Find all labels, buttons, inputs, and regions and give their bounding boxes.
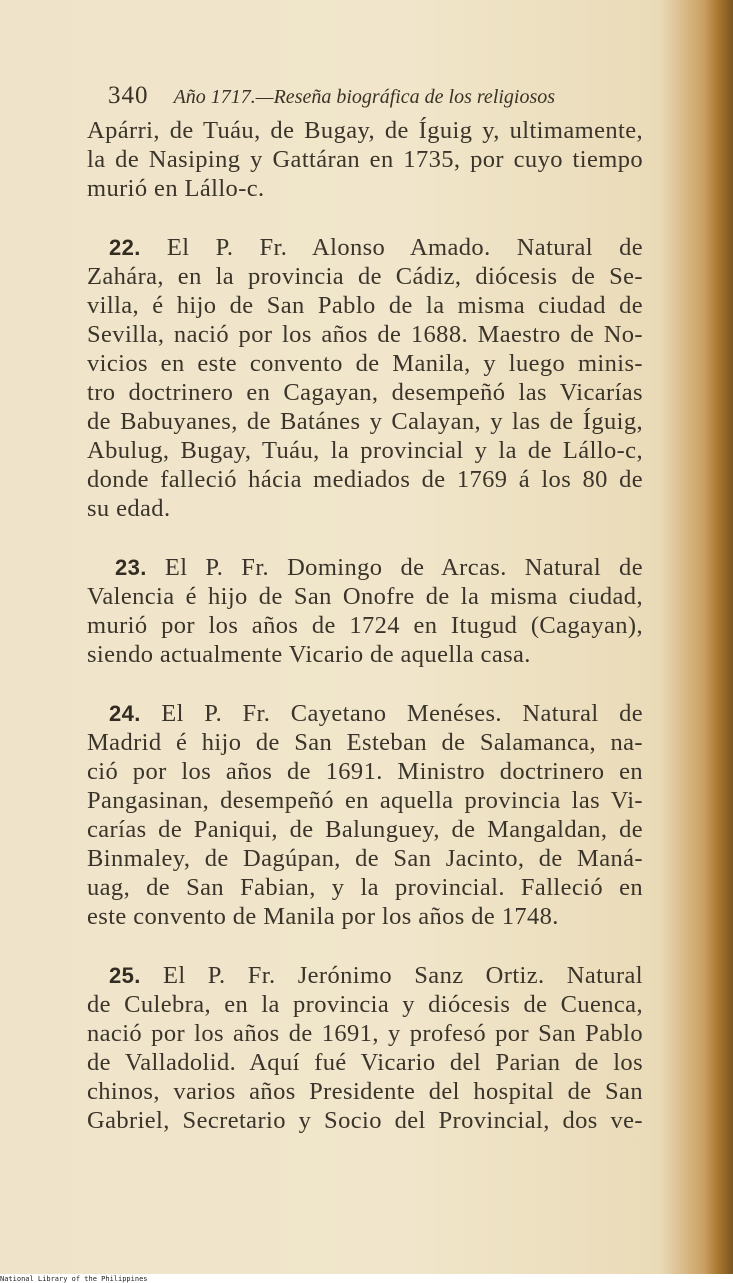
text-line: de Babuyanes, de Batánes y Calayan, y las de Íguig,: [87, 408, 643, 435]
text-line: El P. Fr. Cayetano Menéses. Natural de: [161, 700, 644, 727]
text-line: donde falleció hácia mediados de 1769 á los 80 de: [87, 466, 643, 493]
text-line: tro doctrinero en Cagayan, desempeñó las Vicarías: [87, 379, 643, 406]
text-line: su edad.: [87, 495, 171, 522]
entry-25: [87, 961, 643, 1135]
text-line: El P. Fr. Jerónimo Sanz Ortiz. Natural: [162, 962, 643, 989]
library-credit: National Library of the Philippines: [0, 1275, 148, 1283]
text-line: murió en Lállo-c.: [87, 175, 265, 202]
entry-number: 25.: [109, 963, 141, 988]
page-number: 340: [108, 82, 149, 109]
entry-22: [87, 233, 643, 523]
entry-24: [87, 699, 643, 931]
text-line: El P. Fr. Domingo de Arcas. Natural de: [164, 554, 643, 581]
text-line: Pangasinan, desempeñó en aquella provincia las Vi-: [87, 787, 643, 814]
text-line: Apárri, de Tuáu, de Bugay, de Íguig y, ultimamente,: [87, 117, 643, 144]
text-line: de Culebra, en la provincia y diócesis de Cuenca,: [87, 991, 643, 1018]
text-line: Valencia é hijo de San Onofre de la misma ciudad,: [87, 583, 643, 610]
running-head: [108, 82, 668, 116]
text-line: de Valladolid. Aquí fué Vicario del Parian de los: [87, 1049, 643, 1076]
text-line: siendo actualmente Vicario de aquella casa.: [87, 641, 531, 668]
text-line: nació por los años de 1691, y profesó por San Pablo: [87, 1020, 643, 1047]
body-text: [87, 116, 643, 1135]
text-line: El P. Fr. Alonso Amado. Natural de: [166, 234, 643, 261]
entry-23: [87, 553, 643, 669]
text-line: chinos, varios años Presidente del hospital de San: [87, 1078, 643, 1105]
text-line: Binmaley, de Dagúpan, de San Jacinto, de Maná-: [87, 845, 643, 872]
text-line: Abulug, Bugay, Tuáu, la provincial y la de Lállo-c,: [87, 437, 643, 464]
running-title: Año 1717.—Reseña biográfica de los religiosos: [173, 86, 556, 108]
text-line: carías de Paniqui, de Balunguey, de Mangaldan, de: [87, 816, 643, 843]
text-line: Zahára, en la provincia de Cádiz, diócesis de Se-: [87, 263, 643, 290]
text-line: vicios en este convento de Manila, y luego minis-: [87, 350, 643, 377]
intro-paragraph: [87, 116, 643, 203]
entry-number: 23.: [115, 555, 147, 580]
text-line: Madrid é hijo de San Esteban de Salamanca, na-: [87, 729, 643, 756]
text-line: uag, de San Fabian, y la provincial. Falleció en: [87, 874, 643, 901]
text-line: este convento de Manila por los años de 1748.: [87, 903, 559, 930]
text-line: villa, é hijo de San Pablo de la misma ciudad de: [87, 292, 643, 319]
entry-number: 24.: [109, 701, 141, 726]
text-line: la de Nasiping y Gattáran en 1735, por cuyo tiempo: [87, 146, 643, 173]
text-line: Gabriel, Secretario y Socio del Provincial, dos ve-: [87, 1107, 643, 1134]
entry-number: 22.: [109, 235, 141, 260]
text-line: Sevilla, nació por los años de 1688. Maestro de No-: [87, 321, 643, 348]
text-line: ció por los años de 1691. Ministro doctrinero en: [87, 758, 643, 785]
text-line: murió por los años de 1724 en Itugud (Cagayan),: [87, 612, 643, 639]
